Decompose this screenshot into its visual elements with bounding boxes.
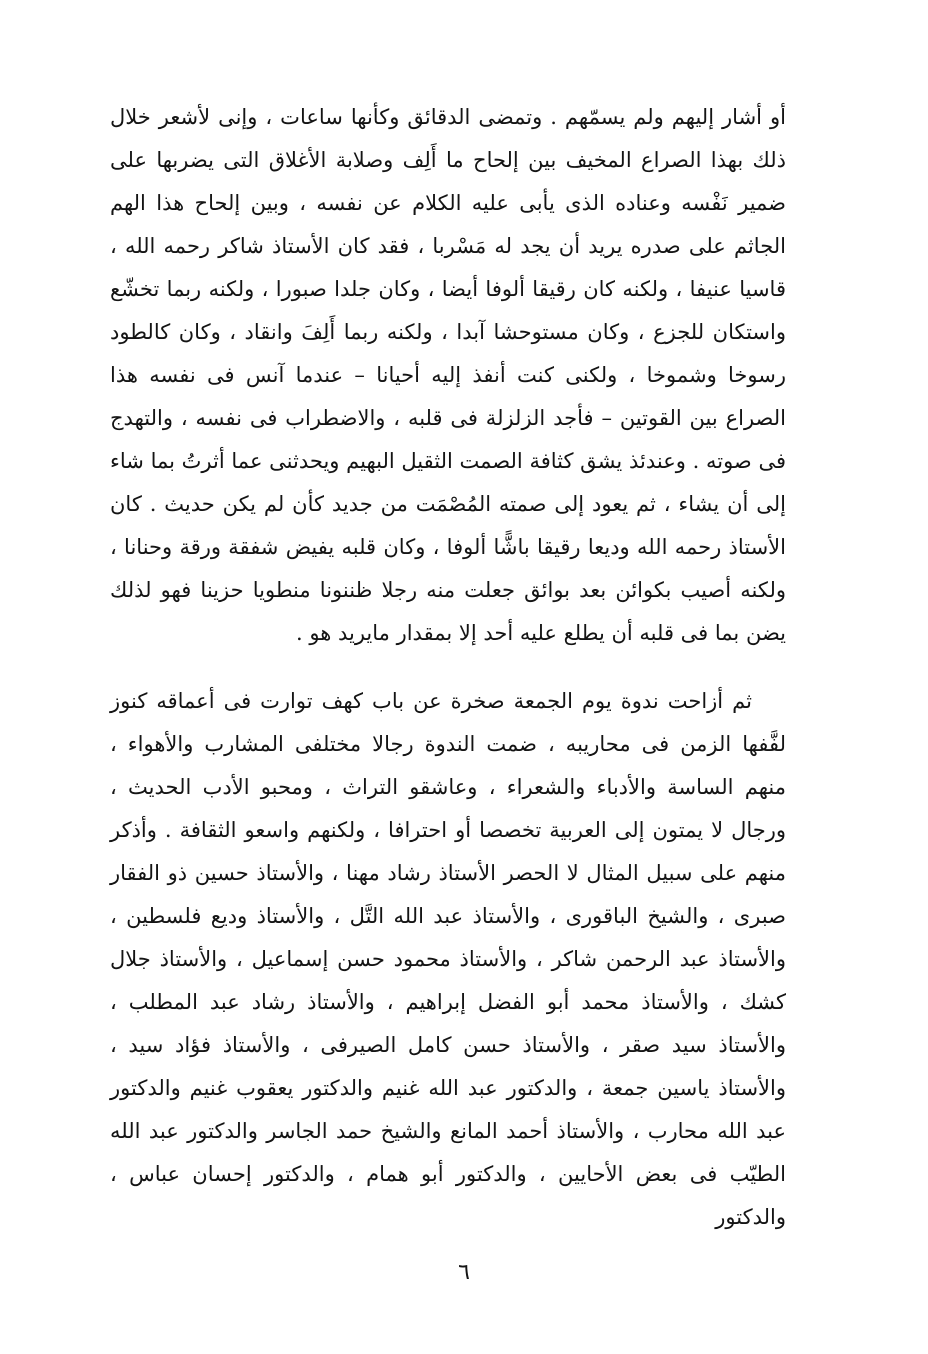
page-number: ٦ [458,1260,470,1285]
body-text [110,96,786,1239]
paragraph-1: أو أشار إليهم ولم يسمّهم . وتمضى الدقائق وكأنها ساعات ، وإنى لأشعر خلال ذلك بهذا الصراع المخيف بين إلحاح ما أَلِف وصلابة الأغلاق التى يضربها على ضمير نَفْسه وعناده الذى يأبى عليه الكلام عن نفسه ، وبين إلحاح هذا الهم الجاثم على صدره يريد أن يجد له مَسْربا ، فقد كان الأستاذ شاكر رحمه الله ، قاسيا عنيفا ، ولكنه كان رقيقا ألوفا أيضا ، وكان جلدا صبورا ، ولكنه ربما تخشّع واستكان للجزع ، وكان مستوحشا آبدا ، ولكنه ربما أَلِفَ وانقاد ، وكان كالطود رسوخا وشموخا ، ولكنى كنت أنفذ إليه أحيانا – عندما آنس فى نفسه هذا الصراع بين القوتين – فأجد الزلزلة فى قلبه ، والاضطراب فى نفسه ، والتهدج فى صوته . وعندئذ يشق كثافة الصمت الثقيل البهيم ويحدثنى عما أثرتُ بما شاء إلى أن يشاء ، ثم يعود إلى صمته المُصْمَت من جديد كأن لم يكن حديث . كان الأستاذ رحمه الله وديعا رقيقا باشًّا ألوفا ، وكان قلبه يفيض شفقة ورقة وحنانا ، ولكنه أصيب بكوائن بعد بوائق جعلت منه رجلا ظننونا منطويا حزينا فهو لذلك يضن بما فى قلبه أن يطلع عليه أحد إلا بمقدار مايريد هو . [110,105,786,645]
paragraph-2: ثم أزاحت ندوة يوم الجمعة صخرة عن باب كهف توارت فى أعماقه كنوز لفَّفها الزمن فى محاريبه ، ضمت الندوة رجالا مختلفى المشارب والأهواء ، منهم الساسة والأدباء والشعراء ، وعاشقو التراث ، ومحبو الأدب الحديث ، ورجال لا يمتون إلى العربية تخصصا أو احترافا ، ولكنهم واسعو الثقافة . وأذكر منهم على سبيل المثال لا الحصر الأستاذ رشاد مهنا ، والأستاذ حسين ذو الفقار صبرى ، والشيخ الباقورى ، والأستاذ عبد الله التَّل ، والأستاذ وديع فلسطين ، والأستاذ عبد الرحمن شاكر ، والأستاذ محمود حسن إسماعيل ، والأستاذ جلال كشك ، والأستاذ محمد أبو الفضل إبراهيم ، والأستاذ رشاد عبد المطلب ، والأستاذ سيد صقر ، والأستاذ حسن كامل الصيرفى ، والأستاذ فؤاد سيد ، والأستاذ ياسين جمعة ، والدكتور عبد الله غنيم والدكتور يعقوب غنيم والدكتور عبد الله محارب ، والأستاذ أحمد المانع والشيخ حمد الجاسر والدكتور عبد الله الطيّب فى بعض الأحايين ، والدكتور أبو همام ، والدكتور إحسان عباس ، والدكتور [110,689,786,1229]
